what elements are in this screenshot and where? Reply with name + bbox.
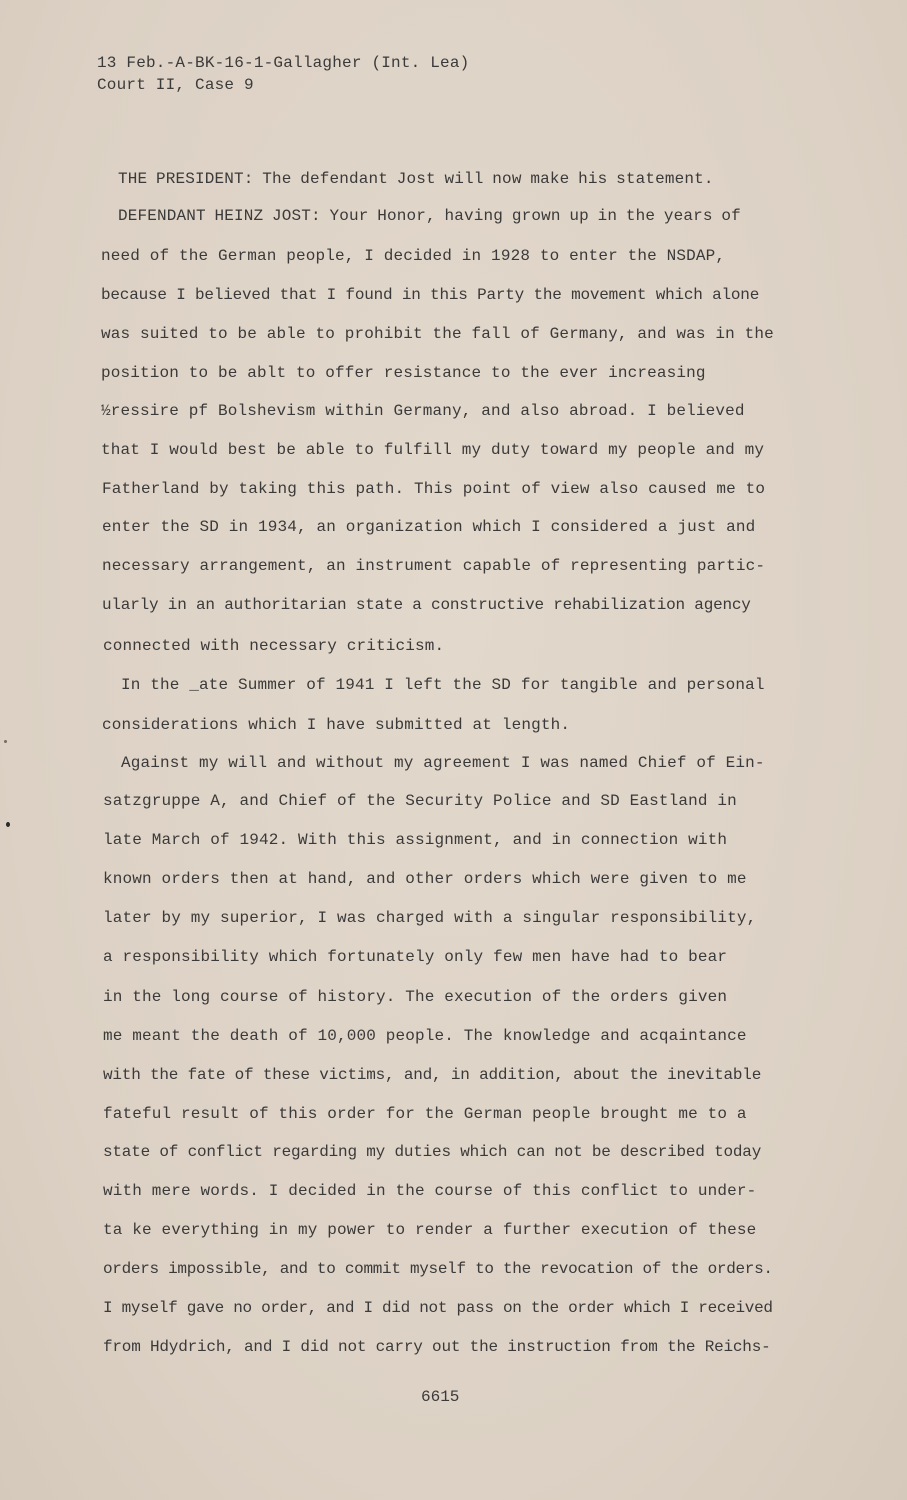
header-court: Court II, Case 9	[97, 76, 254, 94]
transcript-line: that I would best be able to fulfill my duty toward my people and my	[101, 441, 765, 459]
transcript-line: ularly in an authoritarian state a constructive rehabilization agency	[102, 596, 751, 614]
transcript-line: position to be ablt to offer resistance to the ever increasing	[101, 364, 706, 382]
transcript-line: need of the German people, I decided in 1928 to enter the NSDAP,	[101, 247, 726, 265]
transcript-line: because I believed that I found in this Party the movement which alone	[101, 286, 760, 304]
transcript-line: enter the SD in 1934, an organization which I considered a just and	[102, 518, 756, 536]
transcript-line: considerations which I have submitted at length.	[102, 716, 571, 734]
transcript-line: I myself gave no order, and I did not pass on the order which I received	[103, 1299, 773, 1317]
transcript-line: fateful result of this order for the German people brought me to a	[103, 1105, 747, 1123]
transcript-line: a responsibility which fortunately only few men have had to bear	[103, 948, 728, 966]
transcript-line: from Hdydrich, and I did not carry out the instruction from the Reichs-	[103, 1338, 771, 1356]
transcript-line: in the long course of history. The execution of the orders given	[103, 988, 728, 1006]
transcript-line: satzgruppe A, and Chief of the Security Police and SD Eastland in	[103, 792, 737, 810]
transcript-line: Against my will and without my agreement I was named Chief of Ein-	[121, 754, 765, 772]
transcript-line: DEFENDANT HEINZ JOST: Your Honor, having grown up in the years of	[118, 207, 741, 225]
margin-speck	[6, 822, 10, 827]
transcript-line: Fatherland by taking this path. This point of view also caused me to	[102, 480, 766, 498]
transcript-line: orders impossible, and to commit myself to the revocation of the orders.	[103, 1260, 773, 1278]
transcript-line: necessary arrangement, an instrument capable of representing partic-	[102, 557, 766, 575]
transcript-line: me meant the death of 10,000 people. The knowledge and acqaintance	[103, 1027, 747, 1045]
transcript-line: ½ressire pf Bolshevism within Germany, and also abroad. I believed	[101, 402, 745, 420]
transcript-line: with the fate of these victims, and, in addition, about the inevitable	[103, 1066, 762, 1084]
transcript-line: later by my superior, I was charged with a singular responsibility,	[103, 909, 757, 927]
margin-speck	[4, 740, 7, 743]
transcript-line: known orders then at hand, and other orders which were given to me	[103, 870, 747, 888]
transcript-line: with mere words. I decided in the course of this conflict to under-	[103, 1182, 757, 1200]
transcript-line: ta ke everything in my power to render a further execution of these	[103, 1221, 757, 1239]
transcript-line: connected with necessary criticism.	[103, 637, 445, 655]
page-number: 6615	[421, 1388, 460, 1406]
transcript-line: state of conflict regarding my duties which can not be described today	[103, 1143, 762, 1161]
transcript-line: was suited to be able to prohibit the fall of Germany, and was in the	[101, 325, 774, 343]
transcript-line: In the _ate Summer of 1941 I left the SD for tangible and personal	[121, 676, 765, 694]
transcript-line: THE PRESIDENT: The defendant Jost will now make his statement.	[118, 170, 714, 188]
document-header	[97, 52, 469, 96]
header-reference: 13 Feb.-A-BK-16-1-Gallagher (Int. Lea)	[97, 54, 470, 72]
transcript-line: late March of 1942. With this assignment, and in connection with	[103, 831, 728, 849]
